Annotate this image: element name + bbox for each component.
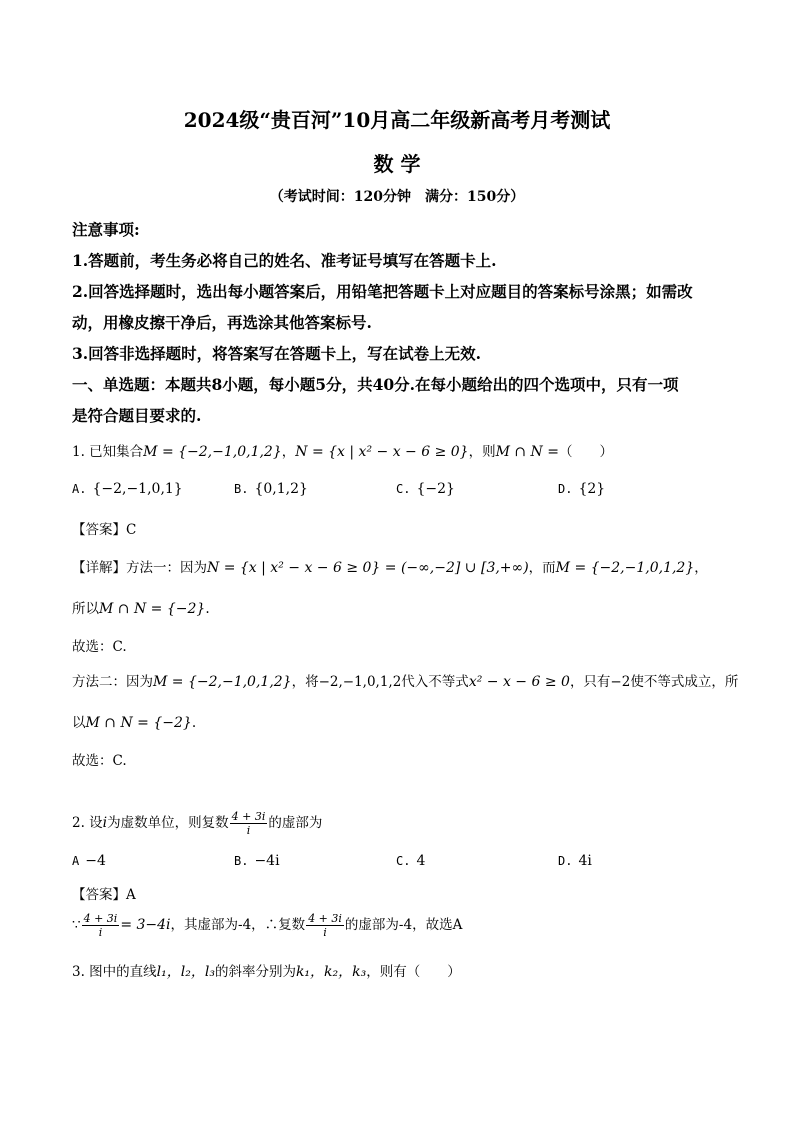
q1-expr: M ∩ N = [495, 444, 559, 460]
q1-conclusion-1 [72, 597, 210, 617]
q1-method2-text-b: ，将−2,−1,0,1,2代入不等式 [291, 674, 469, 690]
q1-prefix: 1. 已知集合 [72, 444, 144, 460]
q1-comma: ， [281, 444, 296, 460]
q2-frac-num: 4 + 3i [231, 810, 266, 823]
option-label: C. [396, 854, 411, 868]
q2-sol-fraction-2 [306, 912, 344, 939]
option-value: {−2} [416, 481, 455, 497]
q1-method2-ineq: x² − x − 6 ≥ 0 [468, 674, 570, 690]
note-item-2-cont: 动，用橡皮擦干净后，再选涂其他答案标号. [72, 313, 372, 332]
q2-sol-eq: = 3−4i [120, 917, 171, 933]
q1-method1-end: ， [694, 560, 708, 576]
q1-so1-expr: M ∩ N = {−2} [99, 601, 206, 617]
q2-option-c [396, 853, 425, 869]
option-value: 4i [578, 853, 592, 869]
option-label: B. [234, 482, 249, 496]
note-item-2: 2.回答选择题时，选出每小题答案后，用铅笔把答题卡上对应题目的答案标号涂黑；如需改 [72, 282, 693, 301]
q2-sol-frac2-num: 4 + 3i [308, 912, 342, 925]
note-item-3: 3.回答非选择题时，将答案写在答题卡上，写在试卷上无效. [72, 344, 482, 363]
q3-prefix: 3. 图中的直线 [72, 964, 157, 980]
q1-option-d [558, 481, 605, 497]
q1-conclusion-2 [72, 711, 196, 731]
q1-option-c [396, 481, 455, 497]
q2-sol-fraction [82, 912, 120, 939]
option-label: A. [72, 482, 87, 496]
q1-so2-end: . [191, 715, 197, 731]
option-label: D. [558, 482, 573, 496]
question-2-stem [72, 808, 322, 838]
q1-option-b [234, 481, 308, 497]
q1-method1-expr: N = {x | x² − x − 6 ≥ 0} = (−∞,−2] ∪ [3,+∞) [207, 560, 529, 576]
q1-set-m: M = {−2,−1,0,1,2} [143, 444, 282, 460]
option-value: {0,1,2} [254, 481, 308, 497]
q2-solution [72, 910, 462, 940]
q2-prefix: 2. 设 [72, 815, 103, 831]
option-value: 4 [416, 853, 426, 869]
q3-slopes: k₁，k₂，k₃ [295, 964, 367, 980]
q2-answer: 【答案】A [72, 887, 136, 903]
q1-so2-expr: M ∩ N = {−2} [85, 715, 192, 731]
q2-sol-tail: 的虚部为-4，故选A [344, 917, 463, 933]
q1-so2-text: 以 [72, 715, 86, 731]
q1-detail-label: 【详解】 [72, 560, 126, 576]
q1-answer: 【答案】C [72, 522, 137, 538]
q1-option-a [72, 481, 183, 497]
option-label: A [72, 854, 80, 868]
q2-imag-unit: i [102, 815, 108, 831]
q3-lines: l₁，l₂，l₃ [156, 964, 215, 980]
q1-set-n: N = {x | x² − x − 6 ≥ 0} [295, 444, 469, 460]
question-3-stem [72, 960, 461, 981]
note-item-1: 1.答题前，考生务必将自己的姓名、准考证号填写在答题卡上. [72, 251, 497, 270]
notes-heading: 注意事项: [72, 220, 140, 239]
option-value: {2} [578, 481, 606, 497]
q2-because: ∵ [72, 917, 81, 933]
question-1-stem [72, 440, 613, 460]
q1-method-1 [72, 556, 708, 576]
q1-paren: （ ） [558, 444, 613, 460]
exam-title: 2024级“贵百河”10月高二年级新高考月考测试 [183, 108, 611, 132]
q2-sol-frac-den: i [98, 926, 103, 939]
q1-method2-text: 方法二：因为 [72, 674, 153, 690]
section-heading: 一、单选题：本题共8小题，每小题5分，共40分.在每小题给出的四个选项中，只有一项 [72, 375, 679, 394]
section-heading-cont: 是符合题目要求的. [72, 406, 202, 425]
q2-tail: 的虚部为 [268, 815, 323, 831]
subject-title: 数 学 [373, 152, 421, 176]
q2-mid: 为虚数单位，则复数 [107, 815, 229, 831]
q2-frac-den: i [246, 824, 251, 837]
option-value: −4 [85, 853, 106, 869]
q2-sol-frac-num: 4 + 3i [83, 912, 118, 925]
q1-method-2 [72, 670, 738, 690]
option-label: B. [234, 854, 249, 868]
q1-method1-text-b: ，而 [528, 560, 556, 576]
q1-tail: ，则 [468, 444, 496, 460]
q1-choose-1: 故选：C. [72, 639, 127, 655]
option-value: −4i [254, 853, 280, 869]
q3-tail: ，则有（ ） [366, 964, 461, 980]
q2-sol-mid: ，其虚部为-4，∴复数 [170, 917, 306, 933]
q1-method1-expr2: M = {−2,−1,0,1,2} [555, 560, 695, 576]
q2-option-b [234, 853, 280, 869]
q1-so1-end: . [205, 601, 210, 617]
option-value: {−2,−1,0,1} [92, 481, 183, 497]
q1-choose-2: 故选：C. [72, 753, 127, 769]
option-label: C. [396, 482, 411, 496]
q1-method1-text: 方法一：因为 [126, 560, 207, 576]
q2-fraction [230, 810, 268, 837]
q2-sol-frac2-den: i [323, 926, 327, 939]
q3-mid: 的斜率分别为 [214, 964, 296, 980]
q1-method2-text-c: ，只有−2使不等式成立，所 [569, 674, 739, 690]
q2-option-a [72, 853, 106, 869]
option-label: D. [558, 854, 573, 868]
q2-option-d [558, 853, 592, 869]
q1-so1-text: 所以 [72, 601, 99, 617]
q1-method2-expr: M = {−2,−1,0,1,2} [153, 674, 292, 690]
exam-info: （考试时间：120分钟 满分：150分） [269, 189, 525, 205]
